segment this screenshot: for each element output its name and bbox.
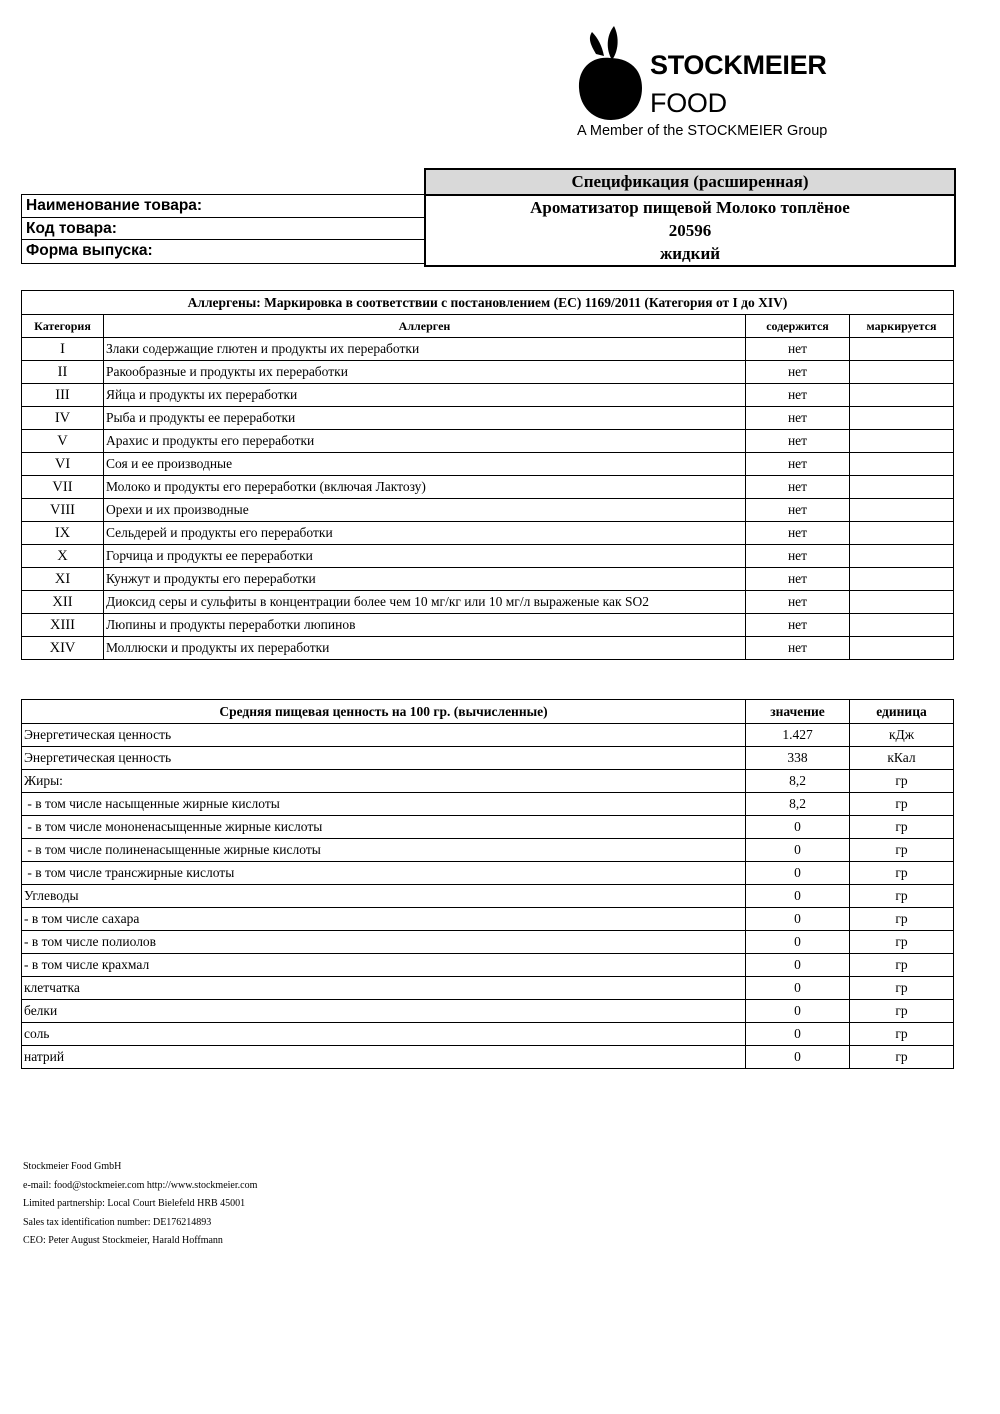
nutrition-row — [22, 724, 954, 747]
col-labeled: маркируется — [850, 315, 954, 338]
col-value: значение — [746, 700, 850, 724]
allergen-row — [22, 568, 954, 591]
nutrient-value: 338 — [746, 747, 850, 770]
nutrient-name: - в том числе полиненасыщенные жирные кислоты — [22, 839, 746, 862]
allergen-labeled — [850, 522, 954, 545]
allergens-title: Аллергены: Маркировка в соответствии с постановлением (ЕС) 1169/2011 (Категория от I до XIV) — [22, 291, 954, 315]
nutrient-unit: гр — [850, 1023, 954, 1046]
allergen-labeled — [850, 591, 954, 614]
nutrient-unit: гр — [850, 977, 954, 1000]
allergen-name: Горчица и продукты ее переработки — [104, 545, 746, 568]
nutrient-unit: гр — [850, 839, 954, 862]
allergen-category: VII — [22, 476, 104, 499]
allergen-name: Яйца и продукты их переработки — [104, 384, 746, 407]
nutrition-row — [22, 816, 954, 839]
allergen-contains: нет — [746, 591, 850, 614]
pear-logo-icon — [576, 24, 646, 124]
allergen-category: XII — [22, 591, 104, 614]
allergen-name: Сельдерей и продукты его переработки — [104, 522, 746, 545]
allergen-contains: нет — [746, 430, 850, 453]
allergen-labeled — [850, 614, 954, 637]
nutrient-value: 0 — [746, 862, 850, 885]
allergen-labeled — [850, 568, 954, 591]
nutrition-row — [22, 931, 954, 954]
nutrient-unit: гр — [850, 908, 954, 931]
product-name-value: Ароматизатор пищевой Молоко топлёное — [530, 198, 850, 217]
nutrition-row — [22, 977, 954, 1000]
col-contains: содержится — [746, 315, 850, 338]
nutrient-name: Энергетическая ценность — [22, 724, 746, 747]
col-category: Категория — [22, 315, 104, 338]
allergen-labeled — [850, 407, 954, 430]
col-unit: единица — [850, 700, 954, 724]
allergen-category: XIV — [22, 637, 104, 660]
allergen-labeled — [850, 453, 954, 476]
nutrition-row — [22, 839, 954, 862]
allergen-row — [22, 361, 954, 384]
allergen-category: VIII — [22, 499, 104, 522]
nutrient-value: 0 — [746, 1023, 850, 1046]
footer-company: Stockmeier Food GmbH — [23, 1161, 122, 1172]
nutrition-row — [22, 793, 954, 816]
nutrient-value: 0 — [746, 1000, 850, 1023]
product-code-value: 20596 — [668, 221, 712, 240]
allergen-name: Люпины и продукты переработки люпинов — [104, 614, 746, 637]
nutrient-name: соль — [22, 1023, 746, 1046]
allergen-contains: нет — [746, 545, 850, 568]
label-product-form: Форма выпуска: — [26, 242, 153, 259]
allergen-category: IV — [22, 407, 104, 430]
allergen-contains: нет — [746, 637, 850, 660]
nutrient-unit: гр — [850, 1046, 954, 1069]
nutrient-name: Углеводы — [22, 885, 746, 908]
allergen-labeled — [850, 499, 954, 522]
nutrition-table — [21, 699, 954, 1069]
allergen-contains: нет — [746, 522, 850, 545]
nutrient-name: - в том числе трансжирные кислоты — [22, 862, 746, 885]
nutrient-unit: гр — [850, 793, 954, 816]
nutrient-value: 8,2 — [746, 793, 850, 816]
nutrition-row — [22, 770, 954, 793]
nutrient-name: клетчатка — [22, 977, 746, 1000]
allergen-row — [22, 476, 954, 499]
nutrient-name: - в том числе полиолов — [22, 931, 746, 954]
footer-registration: Limited partnership: Local Court Bielefeld HRB 45001 — [23, 1198, 246, 1209]
nutrient-unit: гр — [850, 1000, 954, 1023]
allergen-category: X — [22, 545, 104, 568]
nutrition-title: Средняя пищевая ценность на 100 гр. (вычисленные) — [22, 700, 746, 724]
nutrient-value: 1.427 — [746, 724, 850, 747]
nutrient-value: 0 — [746, 977, 850, 1000]
nutrient-unit: гр — [850, 954, 954, 977]
allergen-name: Соя и ее производные — [104, 453, 746, 476]
company-footer — [23, 1158, 257, 1251]
product-form-value: жидкий — [659, 244, 721, 263]
allergen-row — [22, 430, 954, 453]
label-product-name: Наименование товара: — [22, 195, 424, 218]
footer-tax-id: Sales tax identification number: DE176214893 — [23, 1216, 212, 1228]
nutrient-unit: гр — [850, 816, 954, 839]
allergen-labeled — [850, 476, 954, 499]
allergen-contains: нет — [746, 384, 850, 407]
allergen-row — [22, 499, 954, 522]
logo-word-food: FOOD — [650, 88, 727, 118]
allergen-name: Ракообразные и продукты их переработки — [104, 361, 746, 384]
nutrient-unit: гр — [850, 770, 954, 793]
allergen-name: Молоко и продукты его переработки (включая Лактозу) — [104, 476, 746, 499]
col-allergen: Аллерген — [104, 315, 746, 338]
allergen-labeled — [850, 338, 954, 361]
nutrient-value: 0 — [746, 908, 850, 931]
nutrient-unit: гр — [850, 885, 954, 908]
nutrient-name: Жиры: — [22, 770, 746, 793]
allergen-name: Злаки содержащие глютен и продукты их переработки — [104, 338, 746, 361]
allergen-contains: нет — [746, 476, 850, 499]
allergen-category: I — [22, 338, 104, 361]
nutrient-value: 0 — [746, 839, 850, 862]
nutrition-row — [22, 747, 954, 770]
allergen-name: Орехи и их производные — [104, 499, 746, 522]
nutrition-row — [22, 1023, 954, 1046]
nutrition-row — [22, 862, 954, 885]
allergen-category: V — [22, 430, 104, 453]
allergen-category: XI — [22, 568, 104, 591]
allergen-category: II — [22, 361, 104, 384]
nutrient-name: - в том числе сахара — [22, 908, 746, 931]
product-info-labels — [21, 194, 424, 264]
nutrient-name: Энергетическая ценность — [22, 747, 746, 770]
nutrient-unit: кДж — [850, 724, 954, 747]
allergen-row — [22, 591, 954, 614]
footer-contacts: e-mail: food@stockmeier.com http://www.stockmeier.com — [23, 1179, 258, 1191]
logo-word-stockmeier: STOCKMEIER — [650, 50, 827, 80]
product-info-values — [424, 168, 956, 267]
nutrition-row — [22, 908, 954, 931]
allergen-row — [22, 637, 954, 660]
allergen-contains: нет — [746, 614, 850, 637]
allergen-row — [22, 545, 954, 568]
label-product-code: Код товара: — [22, 218, 424, 241]
allergen-name: Кунжут и продукты его переработки — [104, 568, 746, 591]
nutrient-unit: гр — [850, 931, 954, 954]
nutrient-value: 0 — [746, 885, 850, 908]
nutrient-name: - в том числе насыщенные жирные кислоты — [22, 793, 746, 816]
allergens-table — [21, 290, 954, 660]
allergen-row — [22, 614, 954, 637]
allergen-row — [22, 384, 954, 407]
allergen-name: Арахис и продукты его переработки — [104, 430, 746, 453]
nutrition-row — [22, 1046, 954, 1069]
nutrient-value: 0 — [746, 816, 850, 839]
allergen-row — [22, 453, 954, 476]
nutrient-value: 0 — [746, 954, 850, 977]
nutrient-name: белки — [22, 1000, 746, 1023]
allergen-contains: нет — [746, 338, 850, 361]
allergen-category: III — [22, 384, 104, 407]
allergen-contains: нет — [746, 453, 850, 476]
nutrient-unit: кКал — [850, 747, 954, 770]
footer-ceo: CEO: Peter August Stockmeier, Harald Hoffmann — [23, 1235, 223, 1246]
allergen-category: IX — [22, 522, 104, 545]
allergen-labeled — [850, 545, 954, 568]
nutrient-name: - в том числе крахмал — [22, 954, 746, 977]
allergen-contains: нет — [746, 361, 850, 384]
allergen-contains: нет — [746, 568, 850, 591]
company-logo — [576, 24, 856, 146]
allergen-labeled — [850, 361, 954, 384]
allergen-row — [22, 338, 954, 361]
allergen-name: Диоксид серы и сульфиты в концентрации более чем 10 мг/кг или 10 мг/л выраженые как SO2 — [104, 591, 746, 614]
allergen-labeled — [850, 637, 954, 660]
allergen-row — [22, 522, 954, 545]
nutrient-value: 0 — [746, 1046, 850, 1069]
nutrition-row — [22, 954, 954, 977]
spec-title: Спецификация (расширенная) — [426, 170, 954, 196]
allergen-contains: нет — [746, 407, 850, 430]
nutrient-value: 0 — [746, 931, 850, 954]
nutrition-row — [22, 885, 954, 908]
nutrient-name: натрий — [22, 1046, 746, 1069]
allergen-row — [22, 407, 954, 430]
allergen-contains: нет — [746, 499, 850, 522]
allergen-name: Рыба и продукты ее переработки — [104, 407, 746, 430]
allergen-category: VI — [22, 453, 104, 476]
allergen-labeled — [850, 430, 954, 453]
allergen-name: Моллюски и продукты их переработки — [104, 637, 746, 660]
nutrient-name: - в том числе мононенасыщенные жирные кислоты — [22, 816, 746, 839]
nutrient-unit: гр — [850, 862, 954, 885]
allergen-labeled — [850, 384, 954, 407]
nutrient-value: 8,2 — [746, 770, 850, 793]
nutrition-row — [22, 1000, 954, 1023]
allergen-category: XIII — [22, 614, 104, 637]
logo-tagline: A Member of the STOCKMEIER Group — [577, 123, 828, 139]
